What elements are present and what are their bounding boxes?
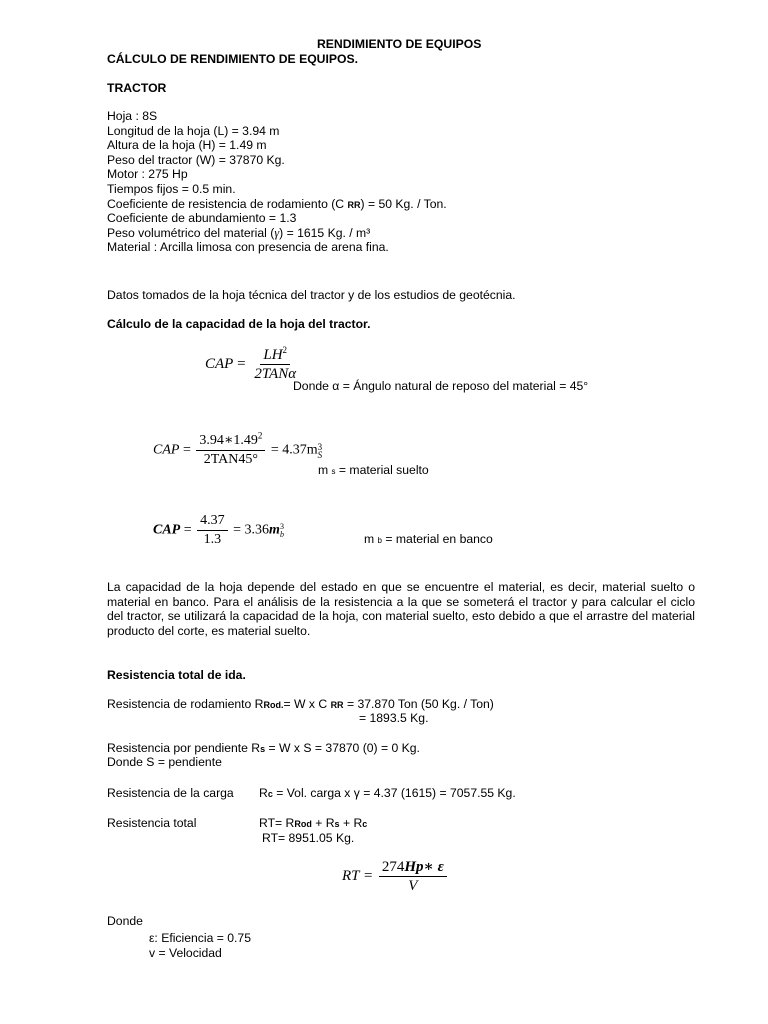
spec-hoja: Hoja : 8S [107, 109, 158, 123]
document-subtitle: CÁLCULO DE RENDIMIENTO DE EQUIPOS. [107, 52, 358, 66]
resistencia-total-result: RT= 8951.05 Kg. [262, 831, 355, 845]
spec-altura: Altura de la hoja (H) = 1.49 m [107, 138, 267, 152]
formula-cap-banco: CAP = $\frac{4.37}{1.3}$ = 3.36m 3 b [153, 513, 284, 547]
resistencia-rodamiento: Resistencia de rodamiento RRod.= W x C RR = 37.870 Ton (50 Kg. / Ton) [107, 697, 494, 711]
spec-peso-volumetrico: Peso volumétrico del material (γ) = 1615 Kg. / m³ [107, 226, 371, 240]
donde-velocidad: v = Velocidad [149, 946, 222, 960]
nota-banco: m b = material en banco [364, 532, 493, 546]
datos-note: Datos tomados de la hoja técnica del tractor y de los estudios de geotécnia. [107, 288, 516, 302]
resistencia-total-label: Resistencia total [107, 816, 197, 830]
resistencia-rodamiento-result: = 1893.5 Kg. [359, 711, 429, 725]
formula-cap-general: CAP = $\frac{LH^2}{\text{2TANα}}$ [205, 345, 297, 382]
explanation-paragraph: La capacidad de la hoja depende del estado en que se encuentre el material, es decir, material suelto o material en banco. Para el análisis de la resistencia a la que se someterá el tractor y para calcular el ciclo del tractor, se utilizará la capacidad de la hoja, con material suelto, esto debido a que el arrastre del material producto del corte, es material suelto. [107, 580, 695, 638]
spec-coef-abundamiento: Coeficiente de abundamiento = 1.3 [107, 211, 297, 225]
resistencia-heading: Resistencia total de ida. [107, 668, 246, 682]
spec-material: Material : Arcilla limosa con presencia de arena fina. [107, 240, 389, 254]
donde-label: Donde [107, 914, 143, 928]
resistencia-pendiente: Resistencia por pendiente Rs = W x S = 37870 (0) = 0 Kg. [107, 741, 420, 755]
document-title: RENDIMIENTO DE EQUIPOS [317, 37, 482, 51]
donde-alpha: Donde α = Ángulo natural de reposo del material = 45° [293, 379, 589, 393]
donde-eficiencia: ε: Eficiencia = 0.75 [149, 931, 251, 945]
spec-peso: Peso del tractor (W) = 37870 Kg. [107, 153, 285, 167]
spec-coef-rodamiento: Coeficiente de resistencia de rodamiento (C RR) = 50 Kg. / Ton. [107, 197, 447, 211]
resistencia-carga-formula: Rc = Vol. carga x γ = 4.37 (1615) = 7057.55 Kg. [259, 786, 516, 800]
spec-longitud: Longitud de la hoja (L) = 3.94 m [107, 124, 280, 138]
section-heading-tractor: TRACTOR [107, 81, 167, 95]
resistencia-carga-label: Resistencia de la carga [107, 786, 234, 800]
spec-motor: Motor : 275 Hp [107, 167, 188, 181]
nota-suelto: m s = material suelto [318, 463, 429, 477]
formula-rt: RT = $\frac{274Hp∗ \varepsilon}{V}$ [342, 859, 449, 894]
formula-cap-suelto: CAP = $\frac{3.94∗1.49^2}{\text{2TAN45°}}$ = 4.37m 3 S [153, 430, 323, 467]
spec-tiempos: Tiempos fijos = 0.5 min. [107, 182, 236, 196]
resistencia-total-formula: RT= RRod + Rs + Rc [259, 816, 368, 830]
donde-pendiente: Donde S = pendiente [107, 755, 222, 769]
capacidad-heading: Cálculo de la capacidad de la hoja del tractor. [107, 317, 371, 331]
